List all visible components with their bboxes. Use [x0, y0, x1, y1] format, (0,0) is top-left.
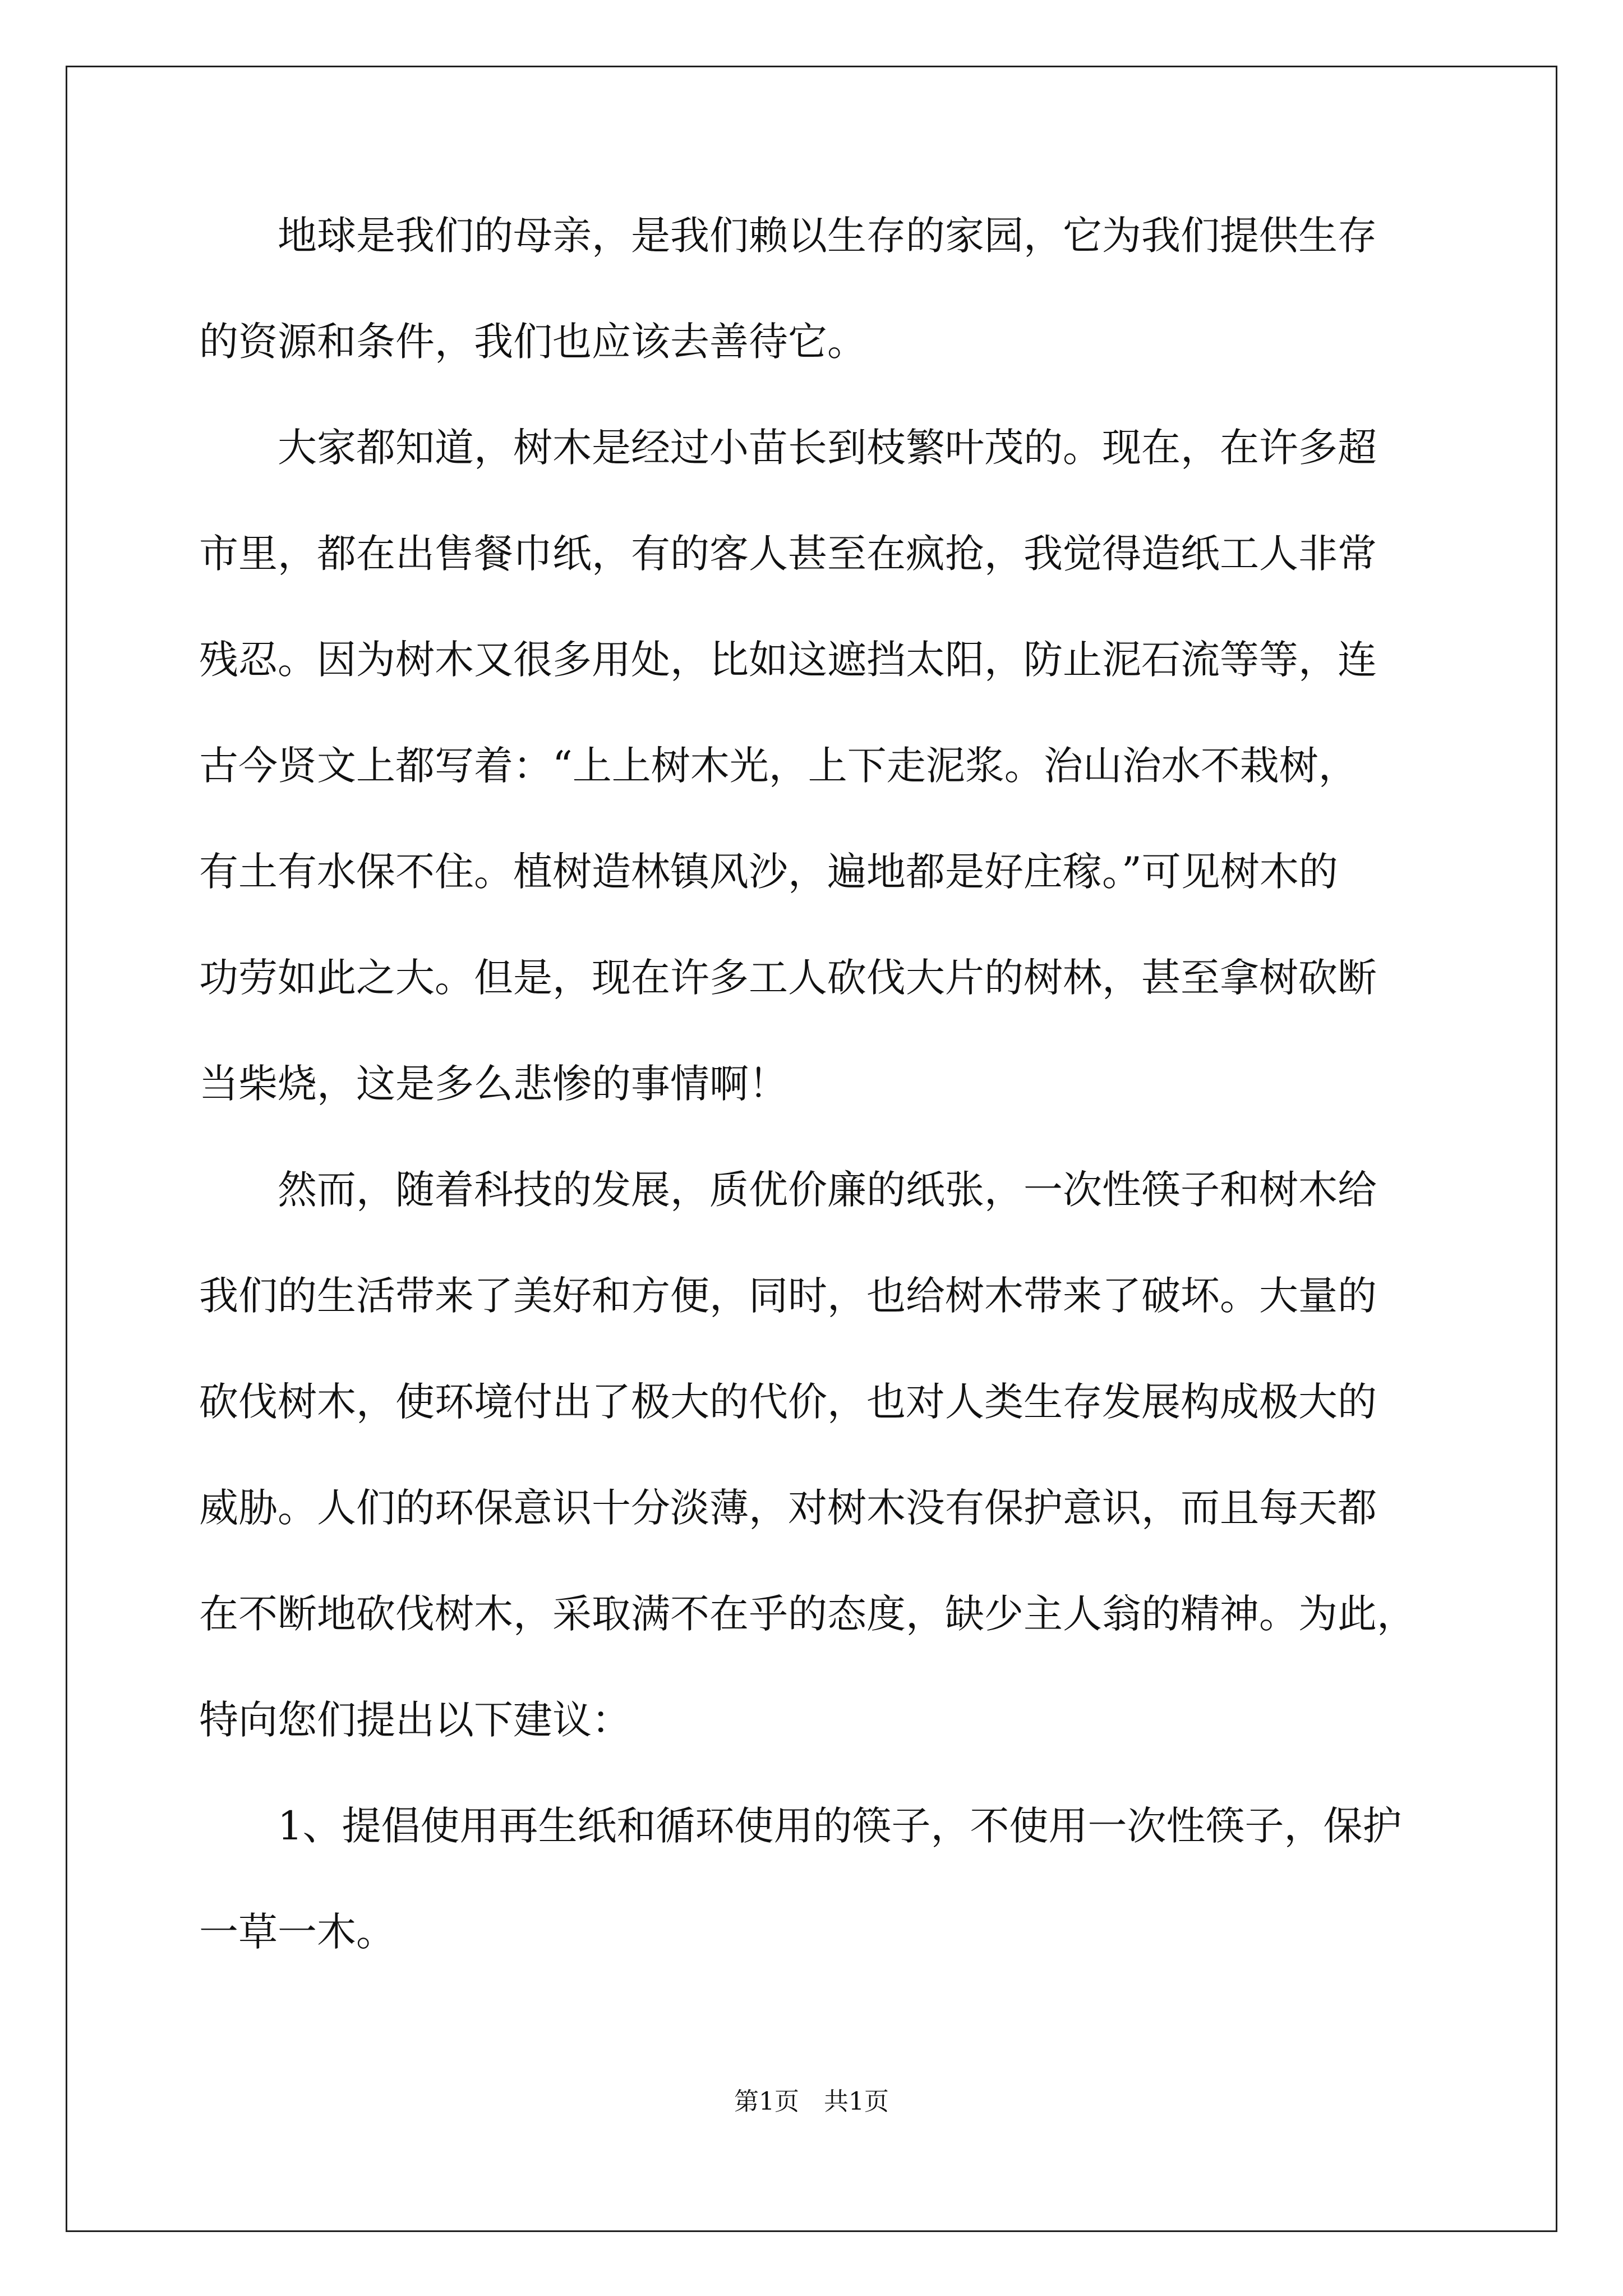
- text-line: 砍伐树木，使环境付出了极大的代价，也对人类生存发展构成极大的: [199, 1379, 1377, 1425]
- text-line: 当柴烧，这是多么悲惨的事情啊！: [199, 1061, 788, 1107]
- text-line: 古今贤文上都写着：“上上树木光，上下走泥浆。治山治水不栽树，: [199, 743, 1358, 789]
- text-line: 的资源和条件，我们也应该去善待它。: [199, 319, 866, 365]
- text-line: 特向您们提出以下建议：: [199, 1697, 631, 1743]
- text-line: 在不断地砍伐树木，采取满不在乎的态度，缺少主人翁的精神。为此，: [199, 1591, 1416, 1637]
- text-line: 地球是我们的母亲，是我们赖以生存的家园，它为我们提供生存: [199, 213, 1377, 259]
- text-line: 市里，都在出售餐巾纸，有的客人甚至在疯抢，我觉得造纸工人非常: [199, 531, 1377, 577]
- page-footer: 第1页 共1页: [734, 2087, 889, 2116]
- text-line: 一草一木。: [199, 1909, 395, 1955]
- text-line: 有土有水保不住。植树造林镇风沙，遍地都是好庄稼。”可见树木的: [199, 849, 1338, 895]
- text-line: 功劳如此之大。但是，现在许多工人砍伐大片的树林，甚至拿树砍断: [199, 955, 1377, 1001]
- text-line: 我们的生活带来了美好和方便，同时，也给树木带来了破坏。大量的: [199, 1273, 1377, 1319]
- text-line: 威胁。人们的环保意识十分淡薄，对树木没有保护意识，而且每天都: [199, 1485, 1377, 1531]
- document-body: [199, 213, 1424, 1955]
- text-line: 然而，随着科技的发展，质优价廉的纸张，一次性筷子和树木给: [199, 1167, 1377, 1213]
- text-line: 大家都知道，树木是经过小苗长到枝繁叶茂的。现在，在许多超: [199, 425, 1377, 471]
- text-line: 1、提倡使用再生纸和循环使用的筷子，不使用一次性筷子，保护: [199, 1803, 1402, 1849]
- text-line: 残忍。因为树木又很多用处，比如这遮挡太阳，防止泥石流等等，连: [199, 637, 1377, 683]
